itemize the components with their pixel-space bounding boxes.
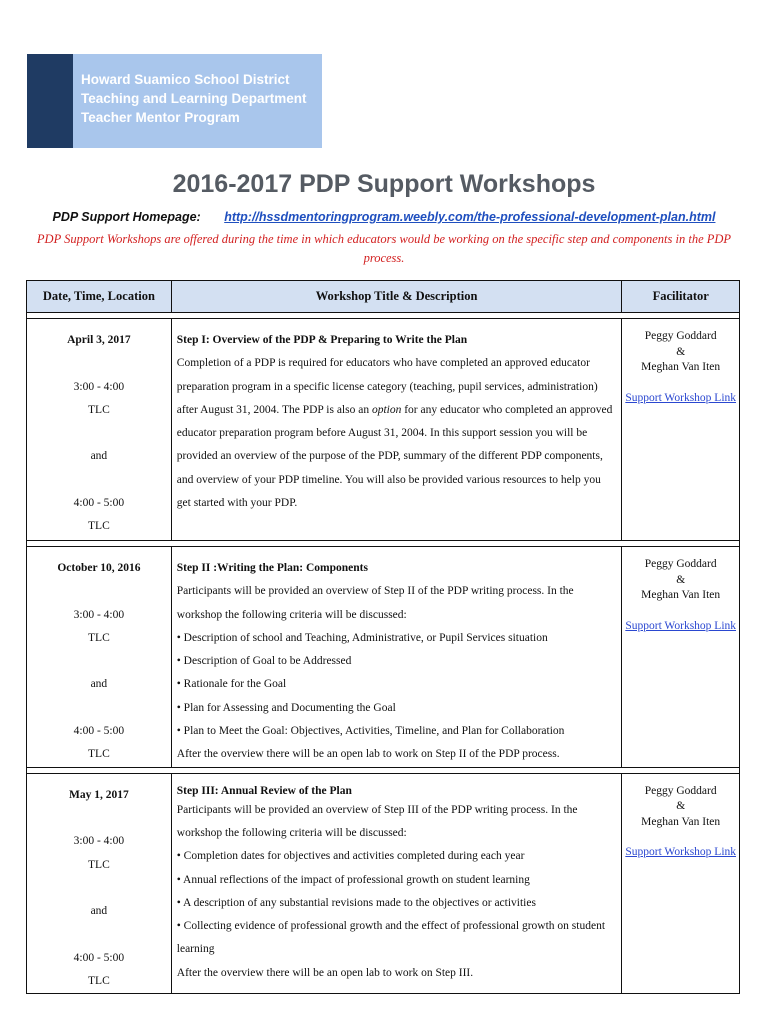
col-header-date: Date, Time, Location — [27, 281, 172, 313]
criteria-item: • Plan for Assessing and Documenting the Goal — [176, 701, 396, 714]
location-1: TLC — [88, 403, 110, 416]
facilitator-cell — [622, 319, 740, 541]
facilitator-cell — [622, 547, 740, 768]
criteria-item: • A description of any substantial revisions made to the objectives or activities — [176, 896, 536, 909]
date-cell — [27, 773, 172, 994]
criteria-item: • Description of school and Teaching, Administrative, or Pupil Services situation — [176, 631, 548, 644]
notice-text: PDP Support Workshops are offered during the time in which educators would be working on the specific step and components in the PDP process. — [36, 232, 732, 265]
criteria-item: • Completion dates for objectives and activities completed during each year — [176, 850, 525, 863]
department-name: Teaching and Learning Department — [81, 91, 307, 106]
banner-accent-bar — [27, 54, 73, 148]
facilitator-2: Meghan Van Iten — [641, 589, 721, 601]
workshop-description: Completion of a PDP is required for educators who have completed an approved educator preparation program in a specific license category (teaching, pupil services, administration) after August 31, 2004. The PDP is also an option for any educator who completed an approved educator preparation program before August 31, 2004. In this support session you will be provided an overview of the purpose of the PDP, summary of the different PDP components, and overview of your PDP timeline. You will also be provided various resources to help you get started with your PDP. — [176, 357, 613, 510]
workshops-table — [26, 280, 740, 994]
table-row — [27, 547, 740, 768]
criteria-item: • Rationale for the Goal — [176, 678, 287, 691]
workshop-title: Step I: Overview of the PDP & Preparing to Write the Plan — [176, 334, 468, 346]
facilitator-2: Meghan Van Iten — [641, 815, 721, 828]
ampersand: & — [676, 345, 686, 358]
description-cell — [171, 547, 622, 768]
criteria-item: • Plan to Meet the Goal: Objectives, Activities, Timeline, and Plan for Collaboration — [176, 725, 565, 738]
table-header-row — [27, 281, 740, 313]
page-title: 2016-2017 PDP Support Workshops — [172, 170, 596, 198]
description-line: Participants will be provided an overview of Step III of the PDP writing process. In the workshop the following criteria will be discussed: — [176, 803, 578, 839]
description-line: Participants will be provided an overview of Step II of the PDP writing process. In the workshop the following criteria will be discussed: — [176, 585, 574, 621]
workshop-title: Step II :Writing the Plan: Components — [176, 562, 368, 574]
workshop-date: October 10, 2016 — [57, 562, 141, 574]
facilitator-cell — [622, 773, 740, 994]
and-text: and — [90, 905, 108, 918]
table-row — [27, 773, 740, 994]
time-slot-2: 4:00 - 5:00 — [73, 497, 125, 510]
homepage-line — [0, 210, 768, 224]
time-slot-1: 3:00 - 4:00 — [73, 835, 125, 848]
support-workshop-link[interactable]: Support Workshop Link — [625, 619, 737, 632]
date-cell — [27, 319, 172, 541]
time-slot-2: 4:00 - 5:00 — [73, 951, 125, 964]
district-name: Howard Suamico School District — [81, 72, 290, 87]
criteria-item: • Annual reflections of the impact of professional growth on student learning — [176, 873, 530, 886]
date-cell — [27, 547, 172, 768]
homepage-label: PDP Support Homepage: — [52, 210, 201, 224]
criteria-item: • Description of Goal to be Addressed — [176, 655, 352, 668]
workshop-title: Step III: Annual Review of the Plan — [176, 784, 352, 797]
workshop-date: April 3, 2017 — [67, 334, 131, 346]
description-cell — [171, 773, 622, 994]
location-1: TLC — [88, 858, 110, 871]
ampersand: & — [676, 800, 686, 813]
col-header-workshop: Workshop Title & Description — [171, 281, 622, 313]
support-workshop-link[interactable]: Support Workshop Link — [625, 391, 737, 404]
ampersand: & — [676, 573, 686, 586]
homepage-link[interactable]: http://hssdmentoringprogram.weebly.com/the-professional-development-plan.html — [224, 210, 716, 224]
header-banner — [27, 54, 322, 148]
table-row — [27, 319, 740, 541]
location-1: TLC — [88, 631, 110, 644]
support-workshop-link[interactable]: Support Workshop Link — [625, 846, 737, 859]
facilitator-1: Peggy Goddard — [644, 330, 717, 342]
and-text: and — [90, 678, 108, 691]
facilitator-1: Peggy Goddard — [644, 784, 717, 797]
time-slot-2: 4:00 - 5:00 — [73, 725, 125, 738]
banner-text — [81, 70, 307, 127]
location-2: TLC — [88, 748, 110, 761]
facilitator-1: Peggy Goddard — [644, 558, 717, 570]
program-name: Teacher Mentor Program — [81, 110, 240, 125]
workshop-date: May 1, 2017 — [69, 788, 129, 801]
description-line: After the overview there will be an open lab to work on Step III. — [176, 966, 474, 979]
description-line: After the overview there will be an open lab to work on Step II of the PDP process. — [176, 748, 560, 761]
criteria-item: • Collecting evidence of professional growth and the effect of professional growth on student learning — [176, 920, 606, 956]
description-cell — [171, 319, 622, 541]
location-2: TLC — [88, 520, 110, 533]
col-header-facilitator: Facilitator — [622, 281, 740, 313]
location-2: TLC — [88, 975, 110, 988]
time-slot-1: 3:00 - 4:00 — [73, 608, 125, 621]
facilitator-2: Meghan Van Iten — [641, 361, 721, 373]
time-slot-1: 3:00 - 4:00 — [73, 380, 125, 393]
and-text: and — [90, 450, 108, 463]
